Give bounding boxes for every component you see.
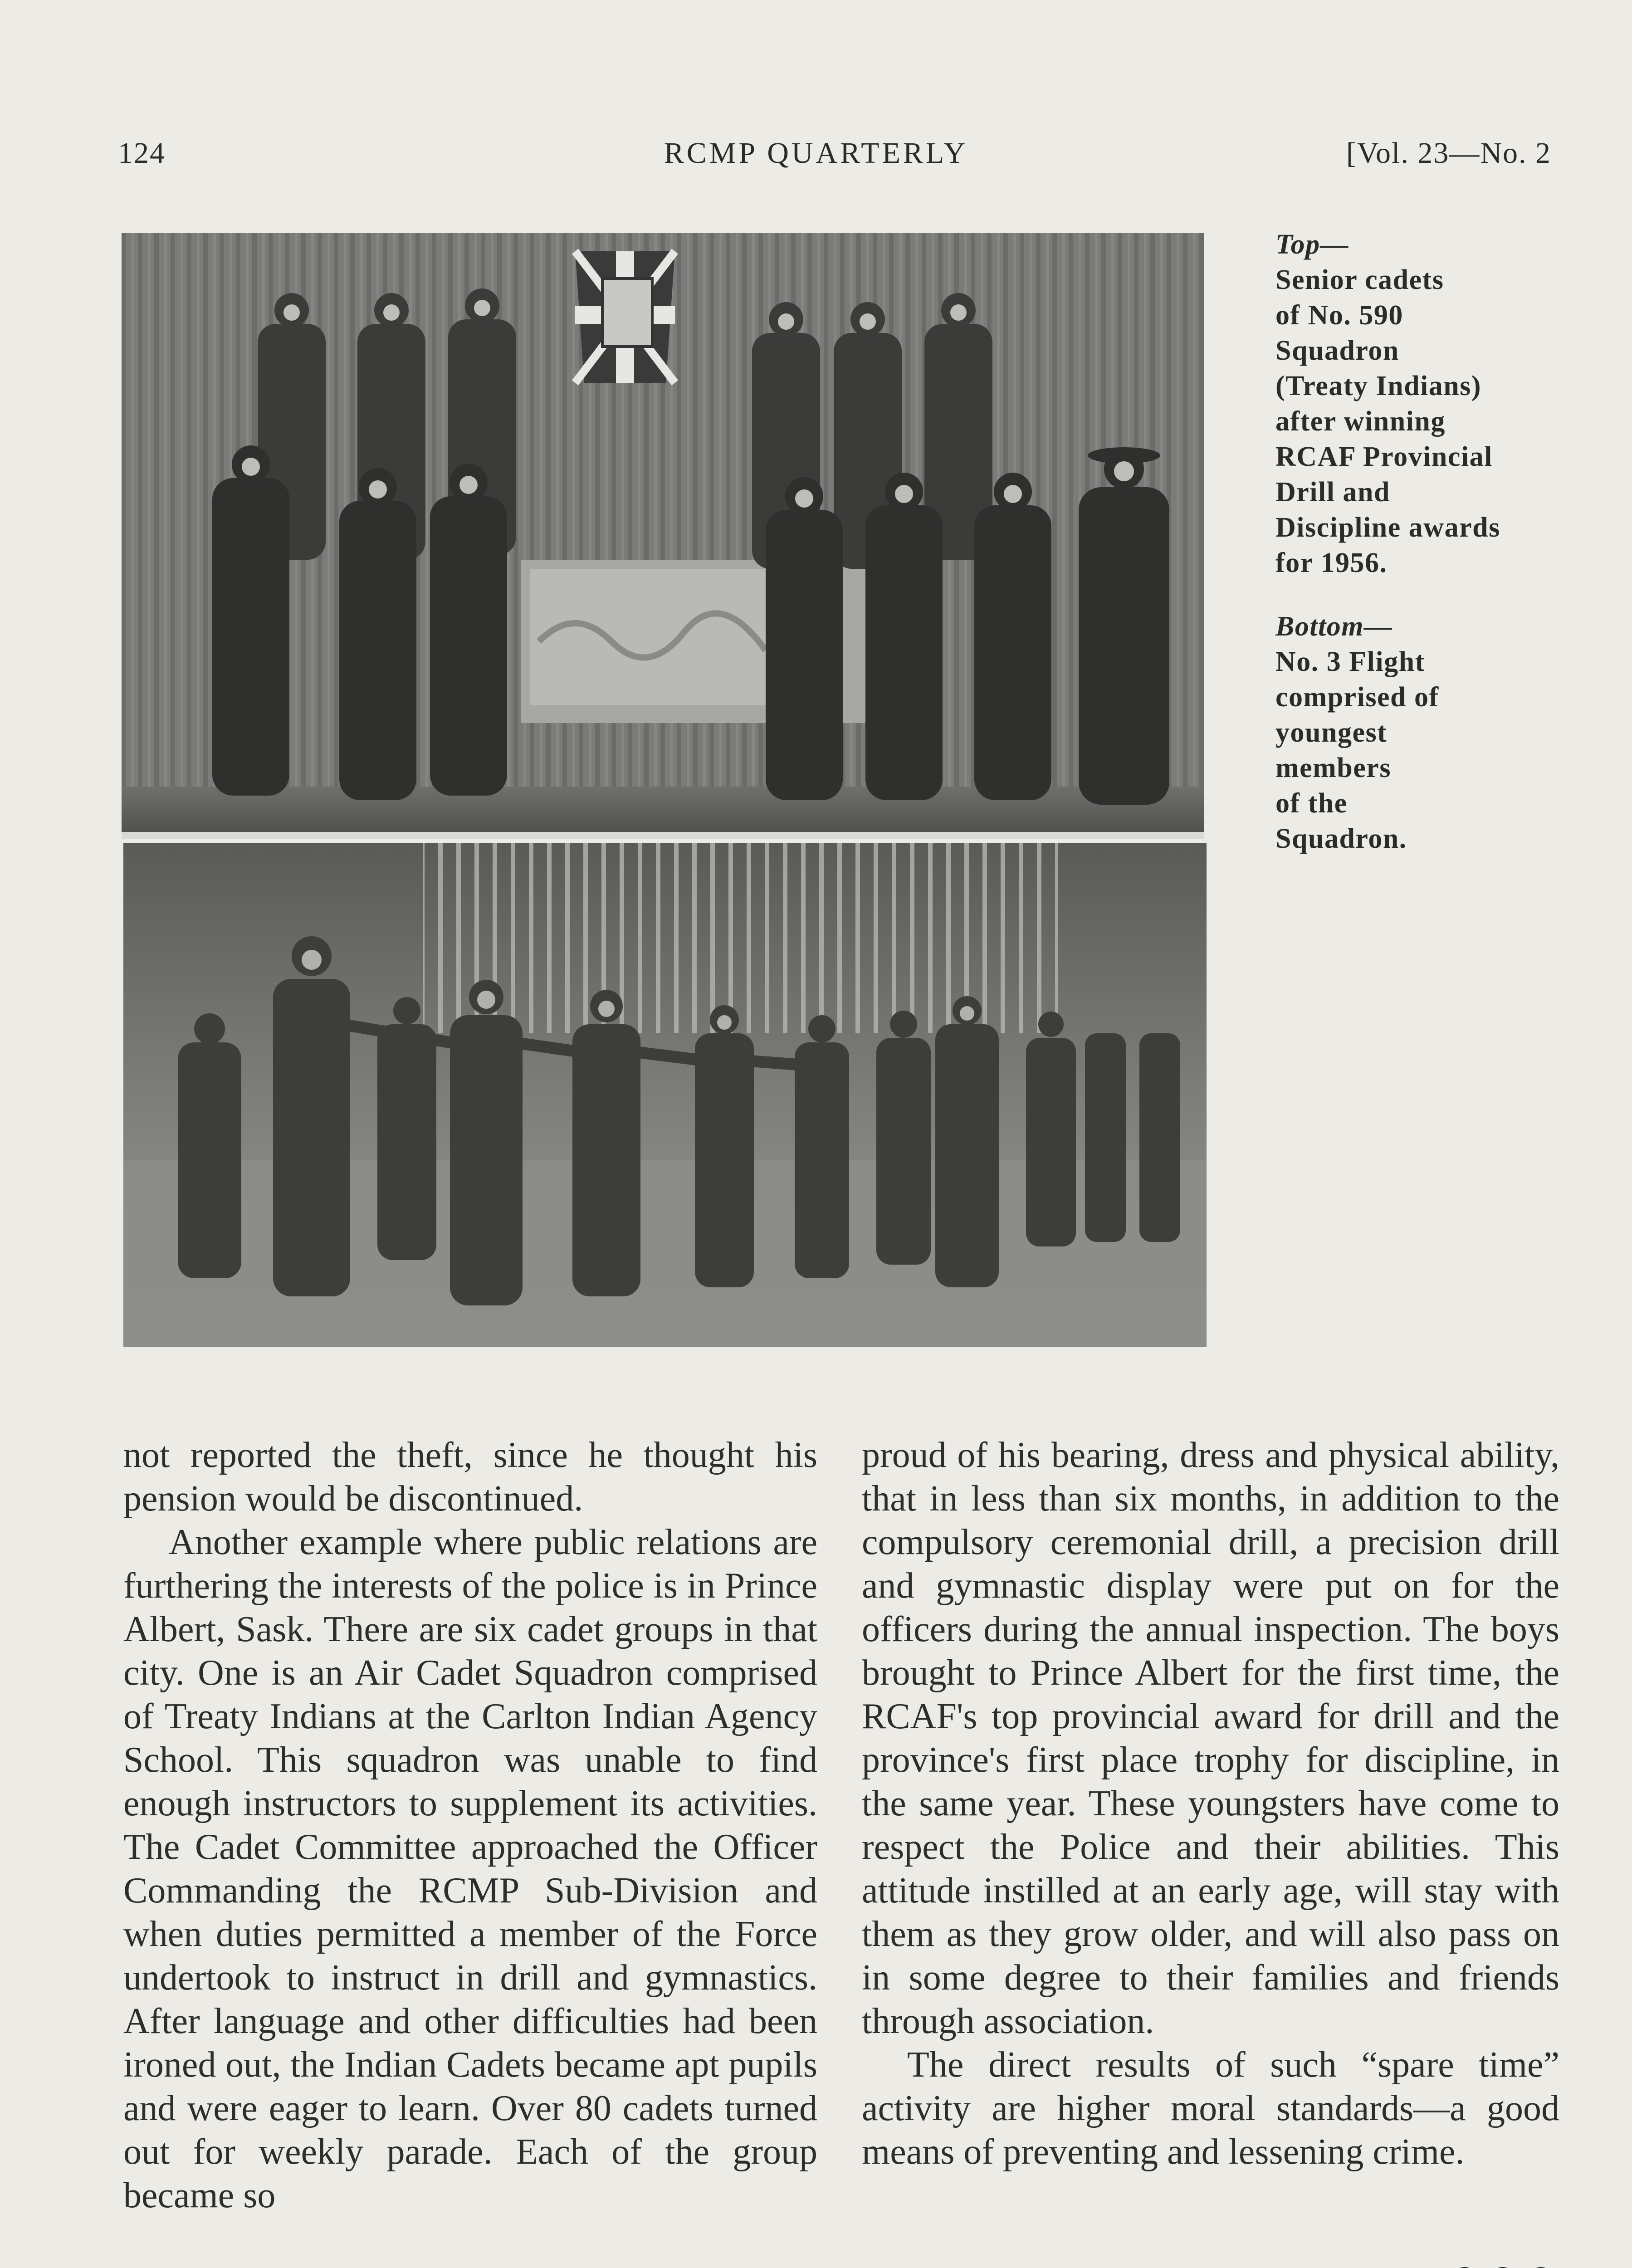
caption-top-line: Senior cadets — [1275, 264, 1444, 295]
paragraph: The direct results of such “spare time” activity are higher moral standards—a good means of preventing and lessening crime. — [862, 2045, 1559, 2172]
photo-no3-flight — [123, 843, 1207, 1347]
caption-bottom-line: youngest — [1275, 717, 1388, 748]
caption-bottom-line: members — [1275, 753, 1391, 783]
caption-top-line: Drill and — [1275, 477, 1390, 508]
caption-top-line: (Treaty Indians) — [1275, 371, 1482, 401]
photo-senior-cadets — [122, 233, 1204, 839]
paragraph: proud of his bearing, dress and physical ability, that in less than six months, in addition to the compulsory ceremonial drill, a precision drill and gymnastic display were put on for the officers during the annual inspection. The boys brought to Prince Albert for the first time, the RCAF's top provincial award for drill and the province's first place trophy for discipline, in the same year. These youngsters have come to respect the Police and their abilities. This attitude instilled at an early age, will stay with them as they grow older, and will also pass on in some degree to their families and friends through association. — [862, 1435, 1559, 2041]
caption-top-line: Squadron — [1275, 335, 1399, 366]
caption-bottom-line: Squadron. — [1275, 823, 1407, 854]
caption-top-line: for 1956. — [1275, 547, 1388, 578]
volume-issue: [Vol. 23—No. 2 — [1346, 137, 1551, 170]
caption-top-label: Top— — [1275, 229, 1349, 260]
caption-bottom-label: Bottom— — [1275, 611, 1393, 642]
article-column-right — [862, 1433, 1559, 2174]
caption-top-line: Discipline awards — [1275, 512, 1500, 543]
caption-bottom-line: No. 3 Flight — [1275, 646, 1425, 677]
paragraph: Another example where public relations are furthering the interests of the police is in Prince Albert, Sask. There are six cadet groups in that city. One is an Air Cadet Squadron comprised of Treaty Indians at the Carlton Indian Agency School. This squadron was unable to find enough instructors to supplement its activities. The Cadet Committee approached the Officer Commanding the RCMP Sub-Division and when duties permitted a member of the Force undertook to instruct in drill and gymnastics. After language and other difficulties had been ironed out, the Indian Cadets became apt pupils and were eager to learn. Over 80 cadets turned out for weekly parade. Each of the group became so — [123, 1522, 817, 2215]
caption-top-line: after winning — [1275, 406, 1446, 437]
journal-title: RCMP QUARTERLY — [664, 137, 968, 170]
paragraph: not reported the theft, since he thought his pension would be discontinued. — [123, 1435, 817, 1519]
page-header — [0, 136, 1632, 177]
caption-top-line: of No. 590 — [1275, 300, 1403, 331]
photo-caption — [1275, 227, 1602, 856]
article-column-left — [123, 1433, 817, 2217]
caption-top-line: RCAF Provincial — [1275, 441, 1493, 472]
caption-bottom-line: of the — [1275, 788, 1348, 819]
page-number: 124 — [118, 137, 166, 170]
caption-bottom-line: comprised of — [1275, 682, 1439, 713]
